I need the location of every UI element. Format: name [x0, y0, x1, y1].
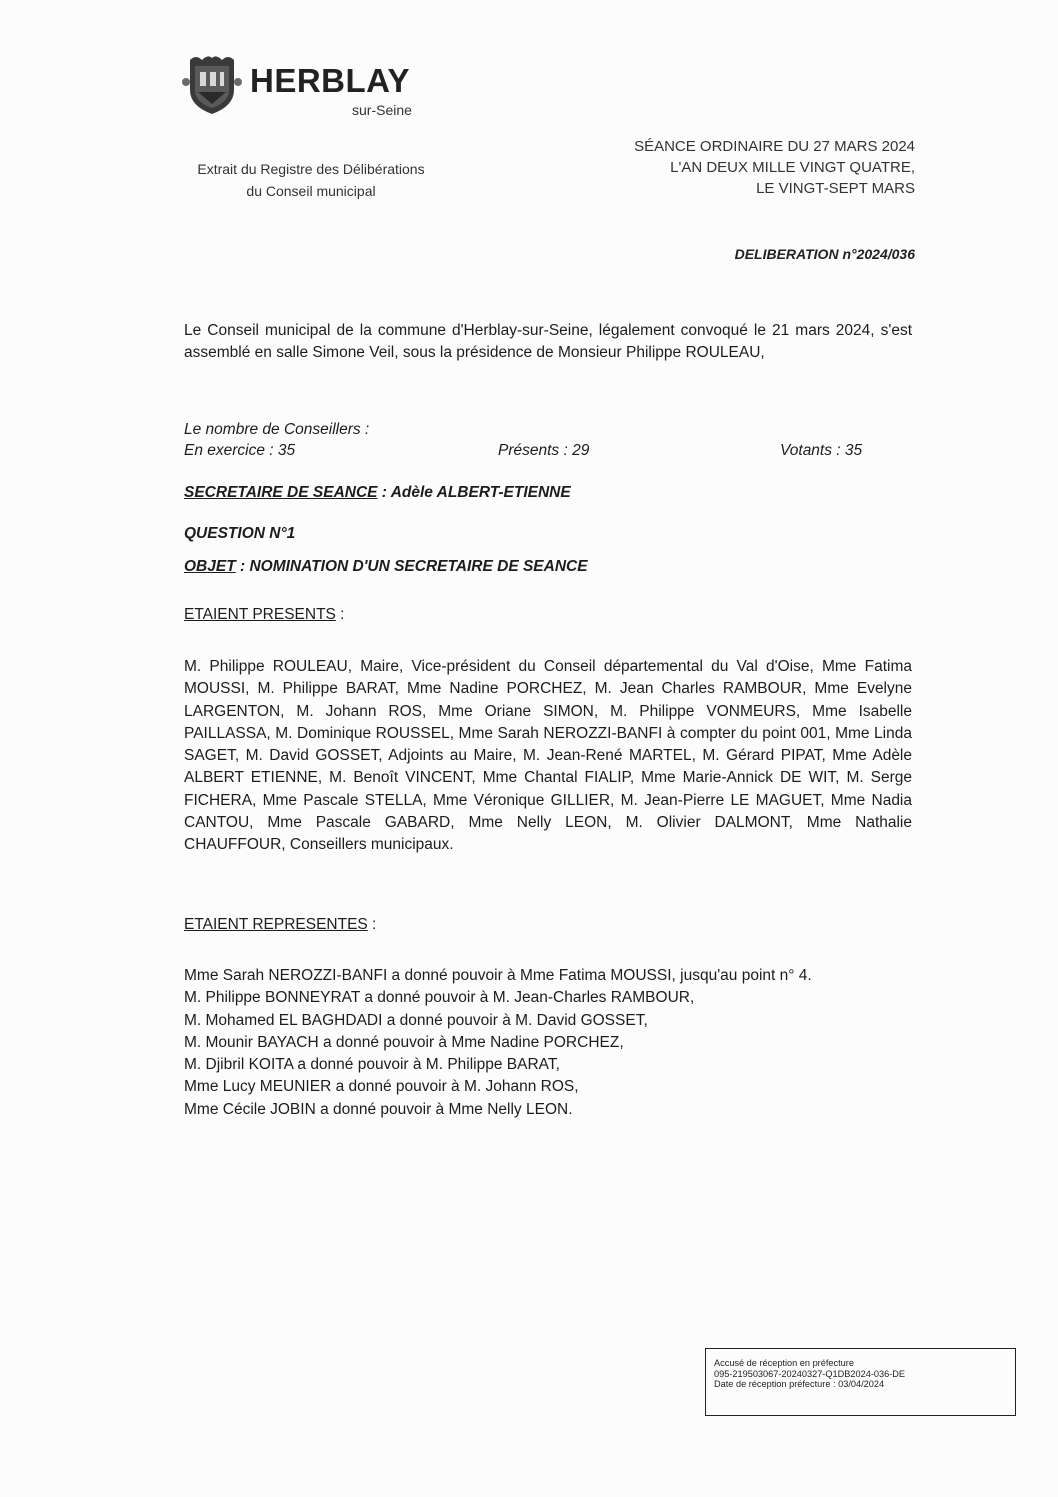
herblay-logo — [180, 52, 440, 122]
objet — [184, 558, 588, 576]
intro-paragraph: Le Conseil municipal de la commune d'Herblay-sur-Seine, légalement convoqué le 21 mars 2024, s'est assemblé en salle Simone Veil, sous la présidence de Monsieur Philippe ROULEAU, — [184, 322, 912, 361]
representes-heading-label: ETAIENT REPRESENTES — [184, 916, 368, 933]
presents-heading-label: ETAIENT PRESENTS — [184, 606, 336, 623]
seance-line: L'AN DEUX MILLE VINGT QUATRE, — [670, 159, 915, 176]
city-coat-of-arms-icon — [180, 52, 244, 116]
seance-line: SÉANCE ORDINAIRE DU 27 MARS 2024 — [634, 138, 915, 155]
conseillers-label: Le nombre de Conseillers : — [184, 421, 370, 438]
secretaire-value: : Adèle ALBERT-ETIENNE — [377, 484, 571, 501]
stamp-line: 095-219503067-20240327-Q1DB2024-036-DE — [714, 1368, 906, 1379]
seance-line: LE VINGT-SEPT MARS — [756, 180, 915, 197]
representes-list — [184, 965, 812, 1121]
representes-heading — [184, 916, 376, 934]
question-number: QUESTION N°1 — [184, 525, 296, 542]
deliberation-number: DELIBERATION n°2024/036 — [734, 246, 915, 262]
stamp-line: Accusé de réception en préfecture — [714, 1358, 854, 1368]
list-item: M. Mohamed EL BAGHDADI a donné pouvoir à M. David GOSSET, — [184, 1011, 648, 1029]
seance-block — [634, 136, 915, 199]
presents-heading-suffix: : — [335, 606, 345, 623]
count-en-exercice: En exercice : 35 — [184, 442, 296, 459]
list-item: M. Mounir BAYACH a donné pouvoir à Mme Nadine PORCHEZ, — [184, 1033, 624, 1051]
logo-subtext: sur-Seine — [352, 102, 412, 118]
list-item: Mme Lucy MEUNIER a donné pouvoir à M. Johann ROS, — [184, 1078, 579, 1096]
objet-label: OBJET — [184, 558, 236, 575]
list-item: M. Djibril KOITA a donné pouvoir à M. Philippe BARAT, — [184, 1056, 560, 1074]
logo-text: HERBLAY — [250, 62, 410, 99]
registre-line: du Conseil municipal — [246, 183, 376, 199]
presents-heading — [184, 606, 345, 624]
secretaire-de-seance — [184, 484, 571, 502]
presents-list: M. Philippe ROULEAU, Maire, Vice-président du Conseil départemental du Val d'Oise, Mme Fatima MOUSSI, M. Philippe BARAT, Mme Nadine PORCHEZ, M. Jean Charles RAMBOUR, Mme Evelyne LARGENTON, M. Johann ROS, Mme Oriane SIMON, M. Philippe VONMEURS, Mme Isabelle PAILLASSA, M. Dominique ROUSSEL, Mme Sarah NEROZZI-BANFI à compter du point 001, Mme Linda SAGET, M. David GOSSET, Adjoints au Maire, M. Jean-René MARTEL, M. Gérard PIPAT, Mme Adèle ALBERT ETIENNE, M. Benoît VINCENT, Mme Chantal FIALIP, Mme Marie-Annick DE WIT, M. Serge FICHERA, Mme Pascale STELLA, Mme Véronique GILLIER, M. Jean-Pierre LE MAGUET, Mme Nadia CANTOU, Mme Pascale GABARD, Mme Nelly LEON, M. Olivier DALMONT, Mme Nathalie CHAUFFOUR, Conseillers municipaux. — [184, 658, 912, 854]
list-item: Mme Cécile JOBIN a donné pouvoir à Mme Nelly LEON. — [184, 1100, 573, 1118]
count-presents: Présents : 29 — [498, 442, 590, 459]
secretaire-label: SECRETAIRE DE SEANCE — [184, 484, 378, 501]
registre-block — [176, 158, 446, 202]
list-item: M. Philippe BONNEYRAT a donné pouvoir à M. Jean-Charles RAMBOUR, — [184, 989, 695, 1007]
prefecture-receipt-stamp — [705, 1348, 1016, 1416]
registre-line: Extrait du Registre des Délibérations — [197, 161, 425, 177]
list-item: Mme Sarah NEROZZI-BANFI a donné pouvoir à Mme Fatima MOUSSI, jusqu'au point n° 4. — [184, 967, 812, 984]
count-votants: Votants : 35 — [780, 442, 863, 459]
stamp-line: Date de réception préfecture : 03/04/2024 — [714, 1379, 885, 1389]
representes-heading-suffix: : — [367, 916, 377, 933]
objet-value: : NOMINATION D'UN SECRETAIRE DE SEANCE — [235, 558, 588, 575]
